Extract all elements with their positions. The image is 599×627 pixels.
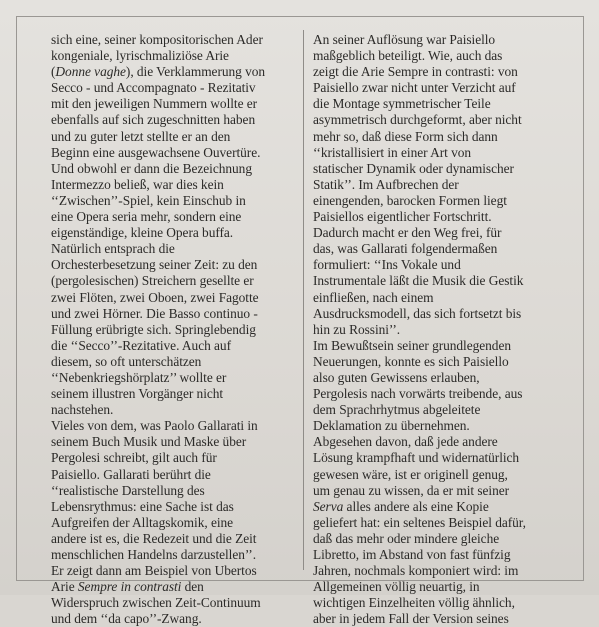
left-column-line	[51, 209, 301, 225]
right-text-column	[313, 32, 573, 627]
text-segment: die Montage symmetrischer Teile	[313, 96, 491, 112]
text-segment: Vieles von dem, was Paolo Gallarati in	[51, 418, 258, 434]
text-segment: (	[51, 64, 56, 80]
text-segment: daß das mehr oder mindere gleiche	[313, 530, 500, 546]
text-segment: dem Sprachrhytmus abgeleitete	[313, 402, 481, 418]
text-segment: und zu guter letzt stellte er an den	[51, 128, 231, 144]
left-column-line	[51, 434, 301, 450]
text-segment: ‘‘Zwischen’’-Spiel, kein Einschub in	[51, 192, 246, 208]
text-segment: gewesen wäre, ist er originell genug,	[313, 466, 508, 482]
left-column-line	[51, 547, 301, 563]
right-column-line	[313, 290, 573, 306]
left-column-line	[51, 241, 301, 257]
text-segment: An seiner Auflösung war Paisiello	[313, 32, 496, 47]
text-segment: Paisiello zwar nicht unter Verzicht auf	[313, 80, 516, 96]
right-column-line	[313, 483, 573, 499]
right-column-line	[313, 177, 573, 193]
text-segment: und dem ‘‘da capo’’-Zwang.	[51, 611, 202, 627]
text-segment: eigenständige, kleine Opera buffa.	[51, 225, 234, 241]
left-column-line	[51, 499, 301, 515]
left-column-line	[51, 290, 301, 306]
left-column-line	[51, 80, 301, 96]
right-column-line	[313, 354, 573, 370]
text-segment: andere ist es, die Redezeit und die Zeit	[51, 530, 257, 546]
text-segment: menschlichen Handelns darzustellen’’.	[51, 547, 257, 562]
text-segment: einfließen, nach einem	[313, 289, 434, 305]
left-column-line	[51, 595, 301, 611]
text-segment: (pergolesischen) Streichern gesellte er	[51, 273, 254, 289]
text-segment: ebenfalls auf sich zugeschnitten haben	[51, 112, 256, 128]
italic-text: Donne vaghe	[55, 64, 126, 80]
text-segment: Instrumentale läßt die Musik die Gestik	[313, 273, 524, 289]
text-segment: eine Opera seria mehr, sondern eine	[51, 209, 242, 225]
right-column-line	[313, 611, 573, 627]
text-segment: Secco - und Accompagnato - Rezitativ	[51, 80, 256, 96]
text-segment: zeigt die Arie Sempre in contrasti: von	[313, 64, 518, 80]
text-segment: Statik’’. Im Aufbrechen der	[313, 176, 459, 192]
left-column-line	[51, 322, 301, 338]
text-segment: ), die Verklammerung von	[125, 64, 266, 80]
right-column-line	[313, 467, 573, 483]
left-column-line	[51, 225, 301, 241]
right-column-line	[313, 241, 573, 257]
right-column-line	[313, 225, 573, 241]
text-segment: Allgemeinen völlig neuartig, in	[313, 579, 480, 595]
text-segment: Deklamation zu übernehmen.	[313, 418, 470, 434]
text-segment: alles andere als eine Kopie	[343, 498, 489, 514]
column-divider	[303, 30, 304, 570]
right-column-line	[313, 547, 573, 563]
right-column-line	[313, 64, 573, 80]
right-column-line	[313, 145, 573, 161]
left-column-line	[51, 563, 301, 579]
left-column-line	[51, 418, 301, 434]
text-segment: und zwei Hörner. Die Basso continuo -	[51, 305, 258, 321]
right-column-line	[313, 96, 573, 112]
text-segment: formuliert: ‘‘Ins Vokale und	[313, 257, 461, 273]
text-segment: Ausdrucksmodell, das sich fortsetzt bis	[313, 305, 522, 321]
left-column-line	[51, 515, 301, 531]
left-column-line	[51, 579, 301, 595]
right-column-line	[313, 273, 573, 289]
text-segment: diesem, so oft unterschätzen	[51, 353, 202, 369]
left-column-line	[51, 112, 301, 128]
left-column-line	[51, 145, 301, 161]
text-segment: Intermezzo beließ, war dies kein	[51, 176, 224, 192]
left-column-line	[51, 450, 301, 466]
text-segment: statischer Dynamik oder dynamischer	[313, 160, 514, 176]
text-segment: Lösung krampfhaft und widernatürlich	[313, 450, 520, 466]
text-segment: zwei Flöten, zwei Oboen, zwei Fagotte	[51, 289, 259, 305]
text-segment: aber in jedem Fall der Version seines	[313, 611, 509, 627]
text-segment: Pergolesis nach vorwärts treibende, aus	[313, 386, 523, 402]
right-column-line	[313, 450, 573, 466]
text-segment: hin zu Rossini’’.	[313, 321, 401, 337]
text-segment: Füllung erübrigte sich. Springlebendig	[51, 321, 256, 337]
left-column-line	[51, 611, 301, 627]
left-column-line	[51, 483, 301, 499]
text-segment: Aufgreifen der Alltagskomik, eine	[51, 514, 234, 530]
text-segment: Natürlich entsprach die	[51, 241, 175, 257]
left-text-column	[51, 32, 301, 627]
text-segment: mit den jeweiligen Nummern wollte er	[51, 96, 258, 112]
right-column-line	[313, 595, 573, 611]
italic-text: Sempre in contrasti	[77, 579, 182, 595]
right-column-line	[313, 338, 573, 354]
left-column-line	[51, 177, 301, 193]
text-segment: einengenden, barocken Formen liegt	[313, 192, 507, 208]
right-column-line	[313, 322, 573, 338]
text-segment: Er zeigt dann am Beispiel von Ubertos	[51, 563, 257, 579]
right-column-line	[313, 80, 573, 96]
right-column-line	[313, 129, 573, 145]
text-segment: Widerspruch zwischen Zeit-Continuum	[51, 595, 261, 611]
left-column-line	[51, 193, 301, 209]
text-segment: die ‘‘Secco’’-Rezitative. Auch auf	[51, 337, 231, 353]
right-column-line	[313, 563, 573, 579]
right-column-line	[313, 531, 573, 547]
left-column-line	[51, 32, 301, 48]
left-column-line	[51, 161, 301, 177]
right-column-line	[313, 112, 573, 128]
text-segment: Beginn eine ausgewachsene Ouvertüre.	[51, 144, 261, 160]
italic-text: Serva	[313, 498, 344, 514]
text-segment: Libretto, im Abstand von fast fünfzig	[313, 547, 511, 562]
right-column-line	[313, 257, 573, 273]
text-segment: Paisiello. Gallarati berührt die	[51, 466, 211, 482]
text-segment: Arie	[51, 579, 78, 595]
left-column-line	[51, 354, 301, 370]
left-column-line	[51, 467, 301, 483]
right-column-line	[313, 515, 573, 531]
text-segment: seinem illustren Vorgänger nicht	[51, 386, 224, 402]
left-column-line	[51, 386, 301, 402]
text-segment: ‘‘realistische Darstellung des	[51, 482, 205, 498]
text-segment: Paisiellos eigentlicher Fortschritt.	[313, 209, 492, 225]
right-column-line	[313, 306, 573, 322]
text-segment: Im Bewußtsein seiner grundlegenden	[313, 337, 511, 353]
text-segment: sich eine, seiner kompositorischen Ader	[51, 32, 263, 47]
right-column-line	[313, 402, 573, 418]
left-column-line	[51, 306, 301, 322]
text-segment: den	[181, 579, 204, 595]
text-segment: nachstehen.	[51, 402, 114, 418]
left-column-line	[51, 531, 301, 547]
left-column-line	[51, 402, 301, 418]
left-column-line	[51, 370, 301, 386]
text-segment: also guten Gewissens erlauben,	[313, 369, 480, 385]
left-column-line	[51, 273, 301, 289]
left-column-line	[51, 96, 301, 112]
text-segment: Neuerungen, konnte es sich Paisiello	[313, 353, 509, 369]
text-segment: maßgeblich beteiligt. Wie, auch das	[313, 48, 503, 64]
left-column-line	[51, 129, 301, 145]
right-column-line	[313, 48, 573, 64]
text-segment: Abgesehen davon, daß jede andere	[313, 434, 498, 450]
right-column-line	[313, 32, 573, 48]
right-column-line	[313, 579, 573, 595]
text-segment: das, was Gallarati folgendermaßen	[313, 241, 498, 257]
right-column-line	[313, 434, 573, 450]
left-column-line	[51, 257, 301, 273]
left-column-line	[51, 338, 301, 354]
right-column-line	[313, 499, 573, 515]
right-column-line	[313, 418, 573, 434]
text-segment: seinem Buch Musik und Maske über	[51, 434, 247, 450]
text-segment: Jahren, nochmals komponiert wird: im	[313, 563, 519, 579]
text-segment: ‘‘Nebenkriegshörplatz’’ wollte er	[51, 369, 227, 385]
text-segment: Lebensrythmus: eine Sache ist das	[51, 498, 234, 514]
text-segment: mehr so, daß diese Form sich dann	[313, 128, 498, 144]
left-column-line	[51, 64, 301, 80]
text-segment: Dadurch macht er den Weg frei, für	[313, 225, 502, 241]
text-segment: um genau zu wissen, da er mit seiner	[313, 482, 510, 498]
text-segment: ‘‘kristallisiert in einer Art von	[313, 144, 472, 160]
text-segment: Pergolesi schreibt, gilt auch für	[51, 450, 217, 466]
text-segment: geliefert hat: ein seltenes Beispiel dafür,	[313, 514, 526, 530]
text-segment: Und obwohl er dann die Bezeichnung	[51, 160, 252, 176]
text-segment: Orchesterbesetzung seiner Zeit: zu den	[51, 257, 258, 273]
left-column-line	[51, 48, 301, 64]
right-column-line	[313, 386, 573, 402]
text-segment: asymmetrisch durchgeformt, aber nicht	[313, 112, 522, 128]
text-segment: wichtigen Einzelheiten völlig ähnlich,	[313, 595, 515, 611]
right-column-line	[313, 209, 573, 225]
right-column-line	[313, 193, 573, 209]
right-column-line	[313, 161, 573, 177]
text-segment: kongeniale, lyrischmaliziöse Arie	[51, 48, 229, 64]
right-column-line	[313, 370, 573, 386]
